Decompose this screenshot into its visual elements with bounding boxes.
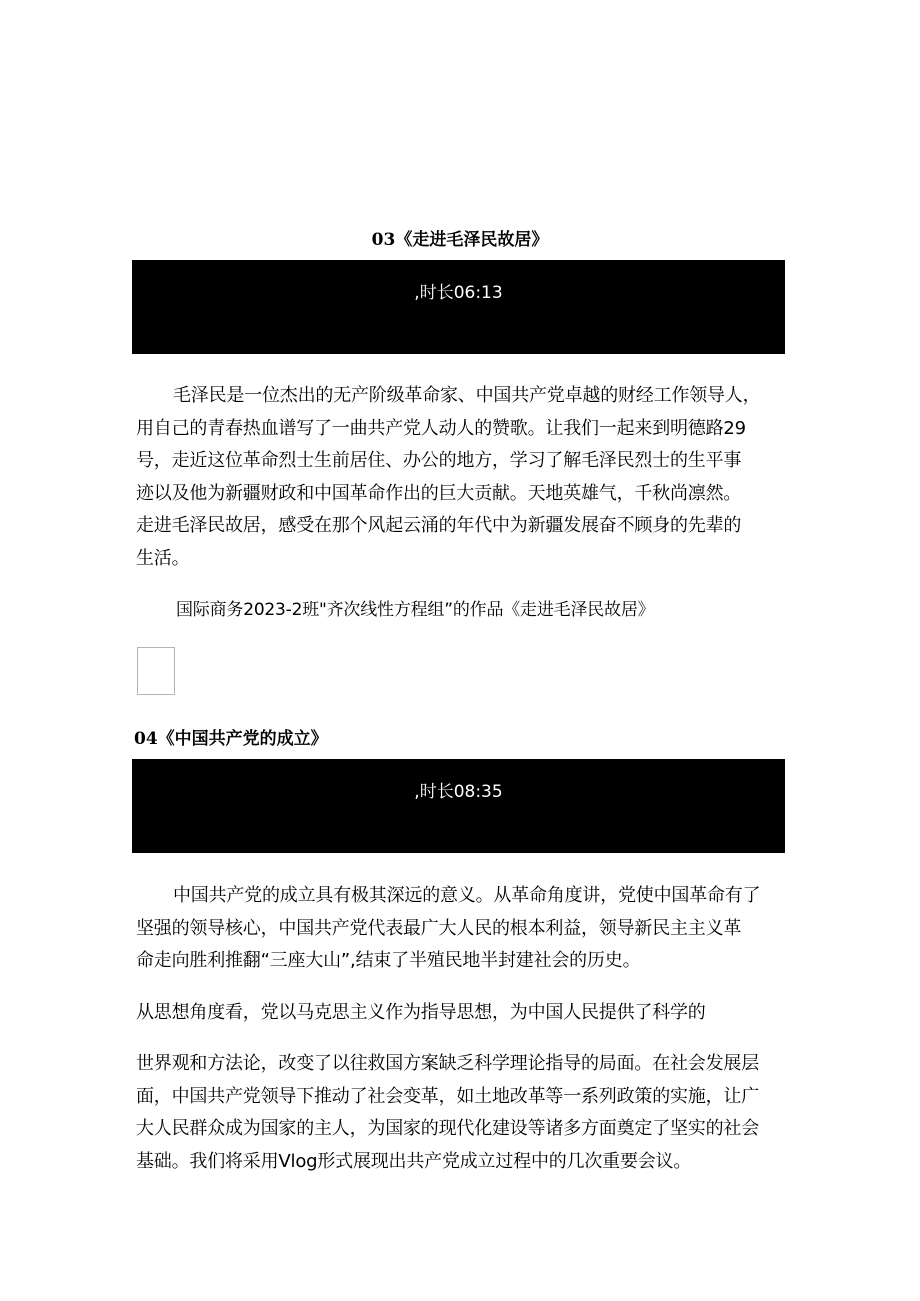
text-line: 面，中国共产党领导下推动了社会变革，如土地改革等一系列政策的实施，让广 <box>136 1085 759 1107</box>
video-player-04[interactable] <box>132 759 785 853</box>
text-line: 毛泽民是一位杰出的无产阶级革命家、中国共产党卓越的财经工作领导人， <box>173 385 761 406</box>
text-line: 迹以及他为新疆财政和中国革命作出的巨大贡献。天地英雄气，千秋尚凛然。 <box>136 482 742 504</box>
text-line: 坚强的领导核心，中国共产党代表最广大人民的根本利益，领导新民主主义革 <box>136 917 742 939</box>
text-line: 号，走近这位革命烈士生前居住、办公的地方，学习了解毛泽民烈士的生平事 <box>136 450 742 472</box>
video-duration-label: ,时长08:35 <box>414 782 503 802</box>
section-04-paragraph-2 <box>136 997 786 1030</box>
video-player-03[interactable] <box>132 260 785 354</box>
video-duration-label: ,时长06:13 <box>414 283 503 303</box>
text-line: 用自己的青春热血谱写了一曲共产党人动人的赞歌。让我们一起来到明德路29 <box>136 417 746 439</box>
section-04-title: 04《中国共产党的成立》 <box>134 729 328 749</box>
section-03-credit: 国际商务2023-2班"齐次线性方程组”的作品《走进毛泽民故居》 <box>176 600 655 620</box>
text-line: 生活。 <box>136 547 190 569</box>
section-03-title: 03《走进毛泽民故居》 <box>371 230 549 250</box>
section-03-description <box>136 380 786 576</box>
text-line: 从思想角度看，党以马克思主义作为指导思想，为中国人民提供了科学的 <box>136 1002 706 1023</box>
text-line: 中国共产党的成立具有极其深远的意义。从革命角度讲，党使中国革命有了 <box>173 885 761 906</box>
text-line: 基础。我们将采用Vlog形式展现出共产党成立过程中的几次重要会议。 <box>136 1150 692 1172</box>
text-line: 命走向胜利推翻“三座大山”,结束了半殖民地半封建社会的历史。 <box>136 950 641 972</box>
text-line: 世界观和方法论，改变了以往救国方案缺乏科学理论指导的局面。在社会发展层 <box>136 1053 759 1074</box>
section-04-paragraph-3 <box>136 1048 786 1178</box>
broken-image-placeholder <box>137 647 175 695</box>
text-line: 大人民群众成为国家的主人，为国家的现代化建设等诸多方面奠定了坚实的社会 <box>136 1118 759 1140</box>
section-04-paragraph-1 <box>136 880 786 978</box>
text-line: 走进毛泽民故居，感受在那个风起云涌的年代中为新疆发展奋不顾身的先辈的 <box>136 515 742 537</box>
